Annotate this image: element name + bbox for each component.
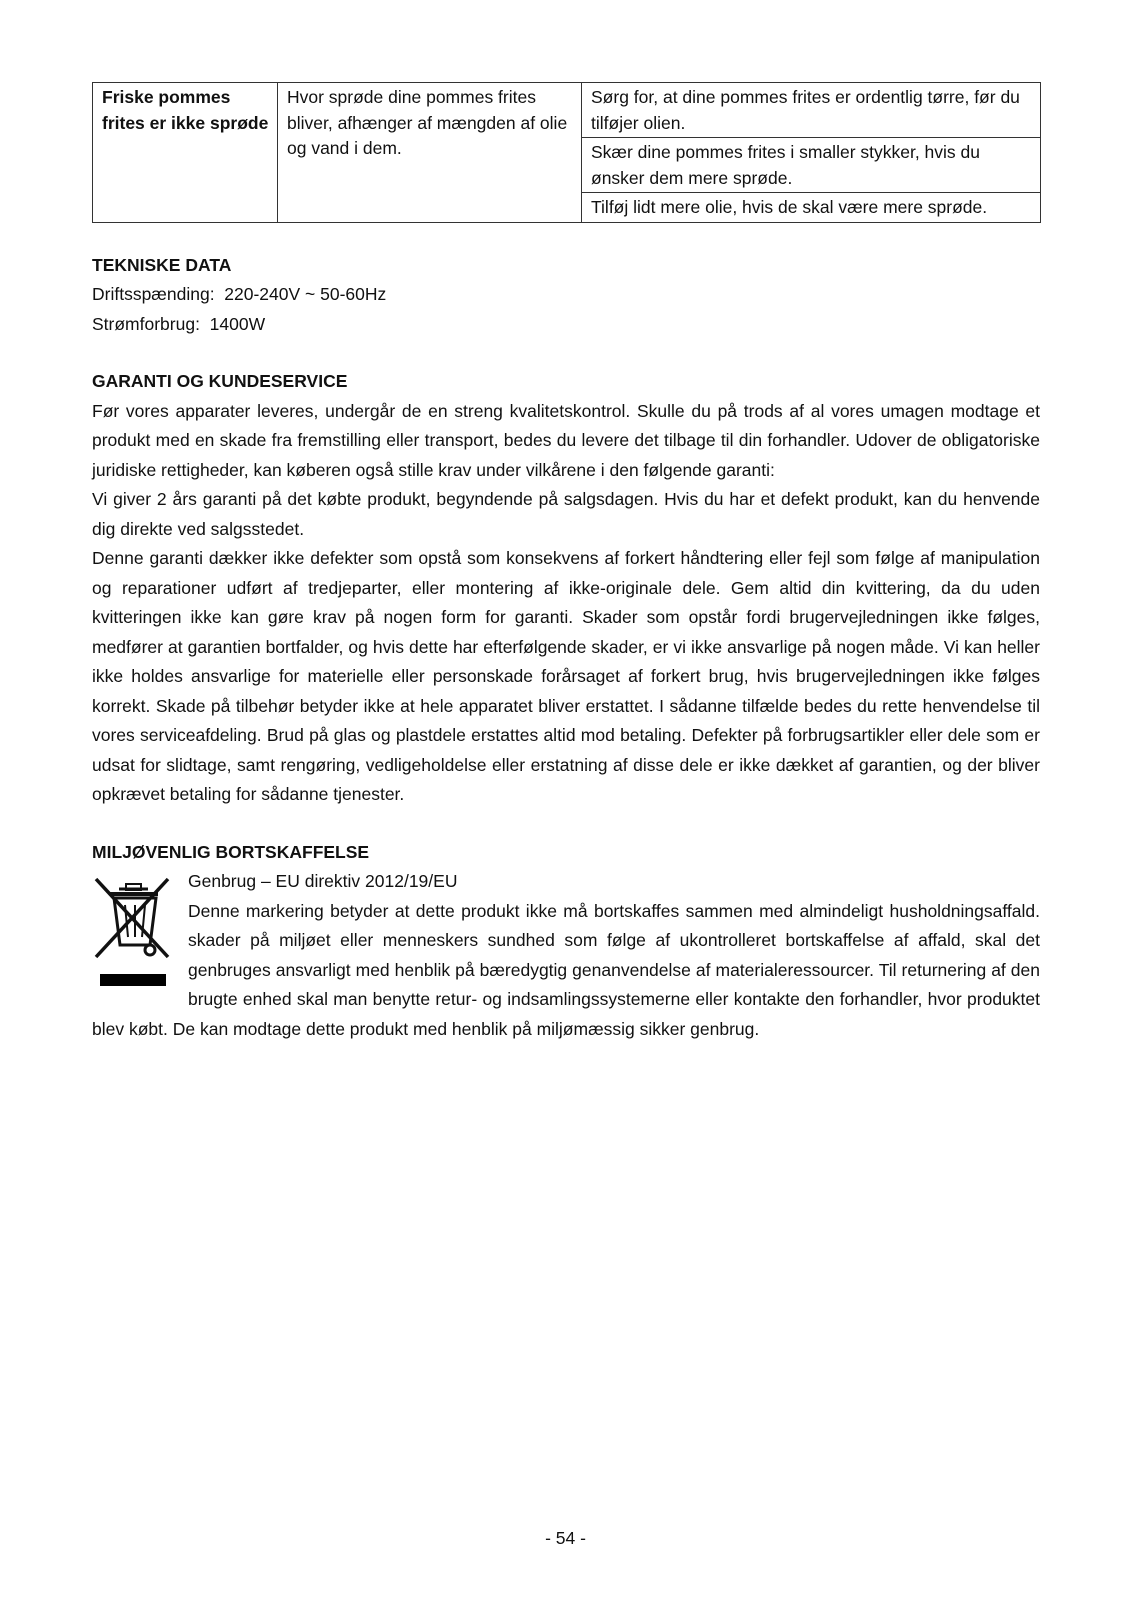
page-content (92, 82, 1040, 1044)
disposal-text: Denne markering betyder at dette produkt ikke må bortskaffes sammen med almindeligt husholdningsaffald. skader på miljøet eller menneskers sundhed som følge af ukontrolleret bortskaffelse af affald, skal det genbruges ansvarligt med henblik på bæredygtig genanvendelse af materialeressourcer. Til returnering af den brugte enhed skal man benytte retur- og indsamlingssystemerne eller kontakte den forhandler, hvor produktet blev købt. De kan modtage dette produkt med henblik på miljømæssig sikker genbrug. (92, 900, 1040, 1039)
disposal-section (92, 838, 1040, 1045)
warranty-heading: GARANTI OG KUNDESERVICE (92, 371, 348, 391)
solution-cell: Skær dine pommes frites i smaller stykker, hvis du ønsker dem mere sprøde. (582, 138, 1041, 193)
solution-cell: Sørg for, at dine pommes frites er ordentlig tørre, før du tilføjer olien. (582, 83, 1041, 138)
cause-cell: Hvor sprøde dine pommes frites bliver, afhænger af mængden af olie og vand i dem. (278, 83, 582, 223)
table-row (93, 83, 1041, 138)
disposal-heading: MILJØVENLIG BORTSKAFFELSE (92, 841, 370, 862)
solution-cell: Tilføj lidt mere olie, hvis de skal være mere sprøde. (582, 193, 1041, 223)
voltage-line: Driftsspænding: 220-240V ~ 50-60Hz (92, 284, 387, 304)
crossed-bin-icon (92, 873, 178, 997)
warranty-paragraph-2: Vi giver 2 års garanti på det købte produkt, begyndende på salgsdagen. Hvis du har et defekt produkt, kan du henvende dig direkte ved salgsstedet. (92, 489, 1040, 539)
troubleshooting-table (92, 82, 1041, 223)
warranty-paragraph-1: Før vores apparater leveres, undergår de en streng kvalitetskontrol. Skulle du på trods af al vores umagen modtage et produkt med en skade fra fremstilling eller transport, bedes du levere det tilbage til din forhandler. Udover de obligatoriske juridiske rettigheder, kan køberen også stille krav under vilkårene i den følgende garanti: (92, 400, 1040, 480)
page-number: - 54 - (545, 1528, 586, 1548)
warranty-section (92, 367, 1040, 810)
tech-data-heading: TEKNISKE DATA (92, 254, 232, 275)
power-line: Strømforbrug: 1400W (92, 313, 266, 334)
warranty-paragraph-3: Denne garanti dækker ikke defekter som opstå som konsekvens af forkert håndtering eller fejl som følge af manipulation og reparationer udført af tredjeparter, eller montering af ikke-originale dele. Gem altid din kvittering, da du uden kvitteringen ikke kan gøre krav på nogen form for garanti. Skader som opstår fordi brugervejledningen ikke følges, medfører at garantien bortfalder, og hvis dette har efterfølgende skader, er vi ikke ansvarlige på nogen måde. Vi kan heller ikke holdes ansvarlige for materielle eller personskade forårsaget af forkert brug, hvis brugervejledningen ikke følges korrekt. Skade på tilbehør betyder ikke at hele apparatet bliver erstattet. I sådanne tilfælde bedes du rette henvendelse til vores serviceafdeling. Brud på glas og plastdele erstattes altid mod betaling. Defekter på forbrugsartikler eller dele som er udsat for slidtage, samt rengøring, vedligeholdelse eller erstatning af disse dele er ikke dækket af garantien, og der bliver opkrævet betaling for sådanne tjenester. (92, 548, 1040, 804)
disposal-subtitle: Genbrug – EU direktiv 2012/19/EU (188, 871, 458, 891)
problem-cell: Friske pommes frites er ikke sprøde (93, 83, 278, 223)
disposal-body (92, 867, 1040, 1044)
tech-data-section (92, 251, 1040, 340)
